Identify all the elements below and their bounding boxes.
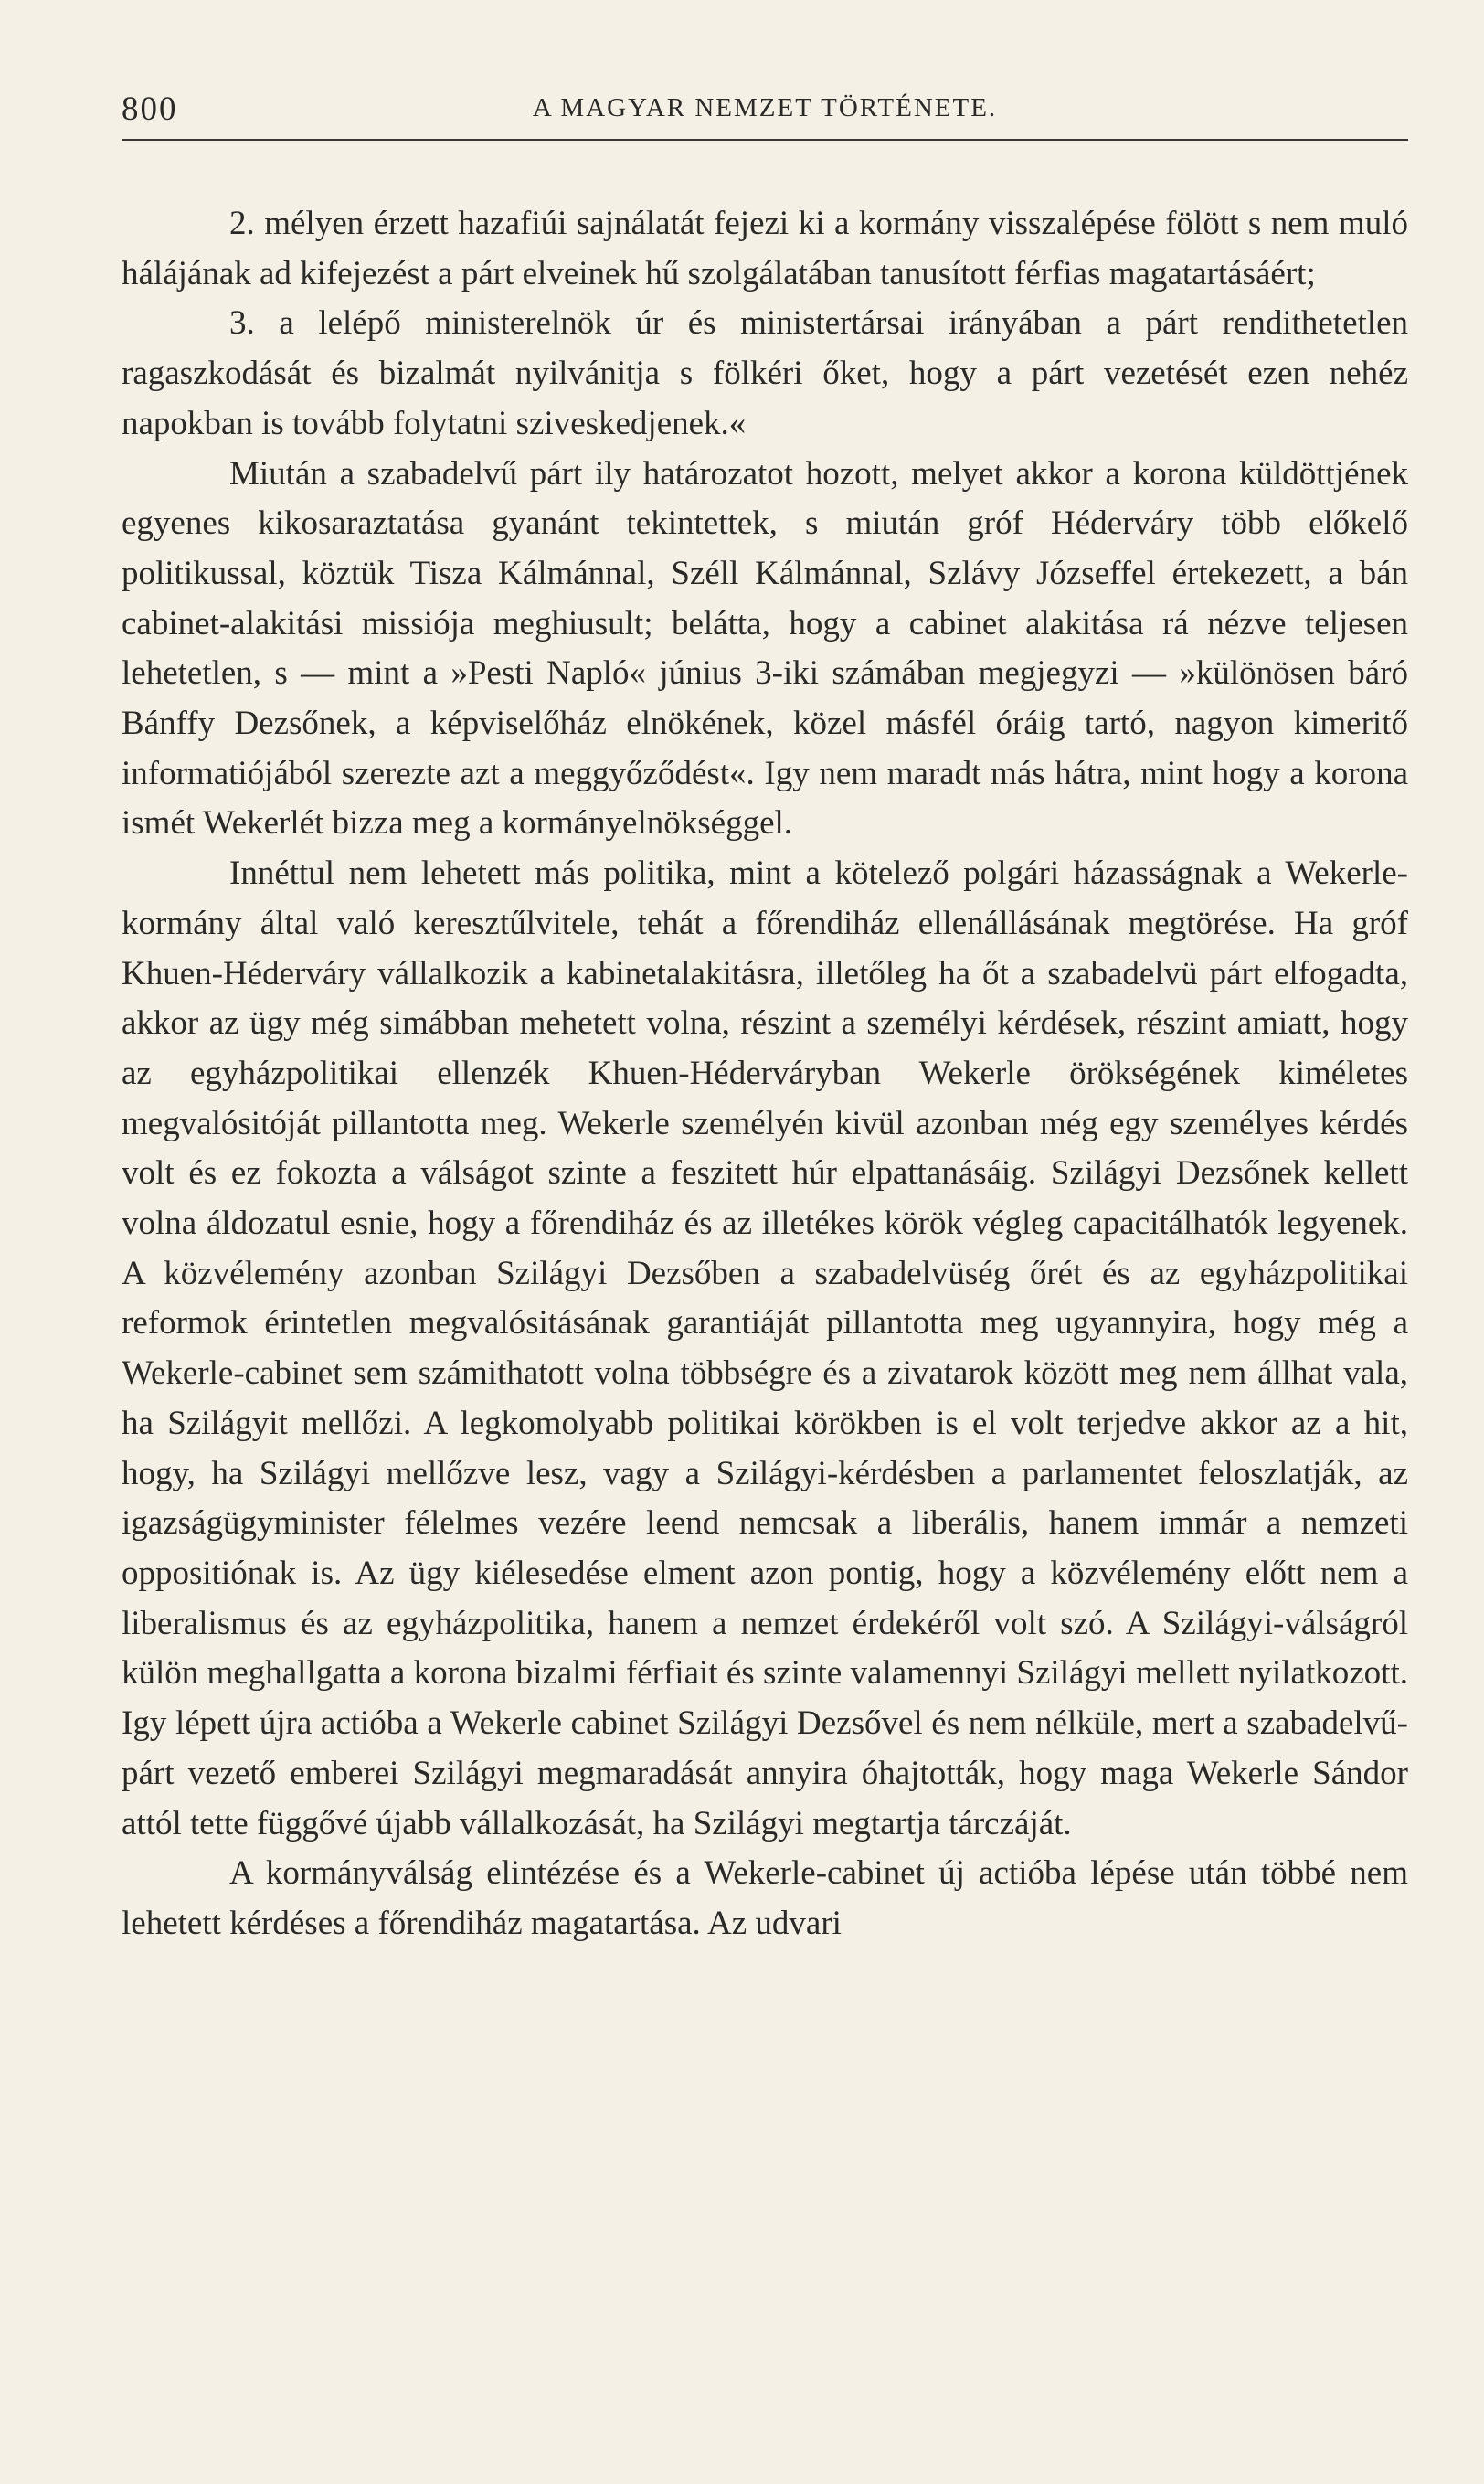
page-number: 800 <box>122 90 178 128</box>
paragraph: A kormányválság elintézése és a Wekerle-cabinet új actióba lépése után többé nem lehetett kérdéses a főrendiház magatartása. Az udvari <box>122 1854 1408 1942</box>
page-header <box>122 90 1408 137</box>
header-rule <box>122 139 1408 141</box>
running-title: A MAGYAR NEMZET TÖRTÉNETE. <box>532 93 998 122</box>
paragraph: 3. a lelépő ministerelnök úr és ministertársai irányában a párt rendithetetlen ragaszkodását és bizalmát nyilvánitja s fölkéri őket, hogy a párt vezetését ezen nehéz napokban is tovább folytatni sziveskedjenek.« <box>122 304 1408 442</box>
paragraph: Miután a szabadelvű párt ily határozatot hozott, melyet akkor a korona küldöttjének egyenes kikosaraztatása gyanánt tekintettek, s miután gróf Héderváry több előkelő politikussal, köztük Tisza Kálmánnal, Széll Kálmánnal, Szlávy Józseffel értekezett, a bán cabinet-alakitási missiója meghiusult; belátta, hogy a cabinet alakitása rá nézve teljesen lehetetlen, s — mint a »Pesti Napló« június 3-iki számában megjegyzi — »különösen báró Bánffy Dezsőnek, a képviselőház elnökének, közel másfél óráig tartó, nagyon kimeritő informatiójából szerezte azt a meggyőződést«. Igy nem maradt más hátra, mint hogy a korona ismét Wekerlét bizza meg a kormányelnökséggel. <box>122 454 1408 843</box>
paragraph: 2. mélyen érzett hazafiúi sajnálatát fejezi ki a kormány visszalépése fölött s nem muló hálájának ad kifejezést a párt elveinek hű szolgálatában tanusított férfias magatartásáért; <box>122 205 1408 292</box>
body-text <box>122 199 1408 1949</box>
paragraph: Innéttul nem lehetett más politika, mint a kötelező polgári házasságnak a Wekerle-kormány által való keresztűlvitele, tehát a főrendiház ellenállásának megtörése. Ha gróf Khuen-Héderváry vállalkozik a kabinetalakitásra, illetőleg ha őt a szabadelvü párt elfogadta, akkor az ügy még simábban mehetett volna, részint a személyi kérdések, részint amiatt, hogy az egyházpolitikai ellenzék Khuen-Héderváryban Wekerle örökségének kiméletes megvalósitóját pillantotta meg. Wekerle személyén kivül azonban még egy személyes kérdés volt és ez fokozta a válságot szinte a feszitett húr elpattanásáig. Szilágyi Dezsőnek kellett volna áldozatul esnie, hogy a főrendiház és az illetékes körök végleg capacitálhatók legyenek. A közvélemény azonban Szilágyi Dezsőben a szabadelvüség őrét és az egyházpolitikai reformok érintetlen megvalósitásának garantiáját pillantotta meg ugyannyira, hogy még a Wekerle-cabinet sem számithatott volna többségre és a zivatarok között meg nem állhat vala, ha Szilágyit mellőzi. A legkomolyabb politikai körökben is el volt terjedve akkor az a hit, hogy, ha Szilágyi mellőzve lesz, vagy a Szilágyi-kérdésben a parlamentet feloszlatják, az igazságügyminister félelmes vezére leend nemcsak a liberális, hanem immár a nemzeti oppositiónak is. Az ügy kiélesedése elment azon pontig, hogy a közvélemény előtt nem a liberalismus és az egyházpolitika, hanem a nemzet érdekéről volt szó. A Szilágyi-válságról külön meghallgatta a korona bizalmi férfiait és szinte valamennyi Szilágyi mellett nyilatkozott. Igy lépett újra actióba a Wekerle cabinet Szilágyi Dezsővel és nem nélküle, mert a szabadelvű-párt vezető emberei Szilágyi megmaradását annyira óhajtották, hogy maga Wekerle Sándor attól tette függővé újabb vállalkozását, ha Szilágyi megtartja tárczáját. <box>122 855 1408 1842</box>
